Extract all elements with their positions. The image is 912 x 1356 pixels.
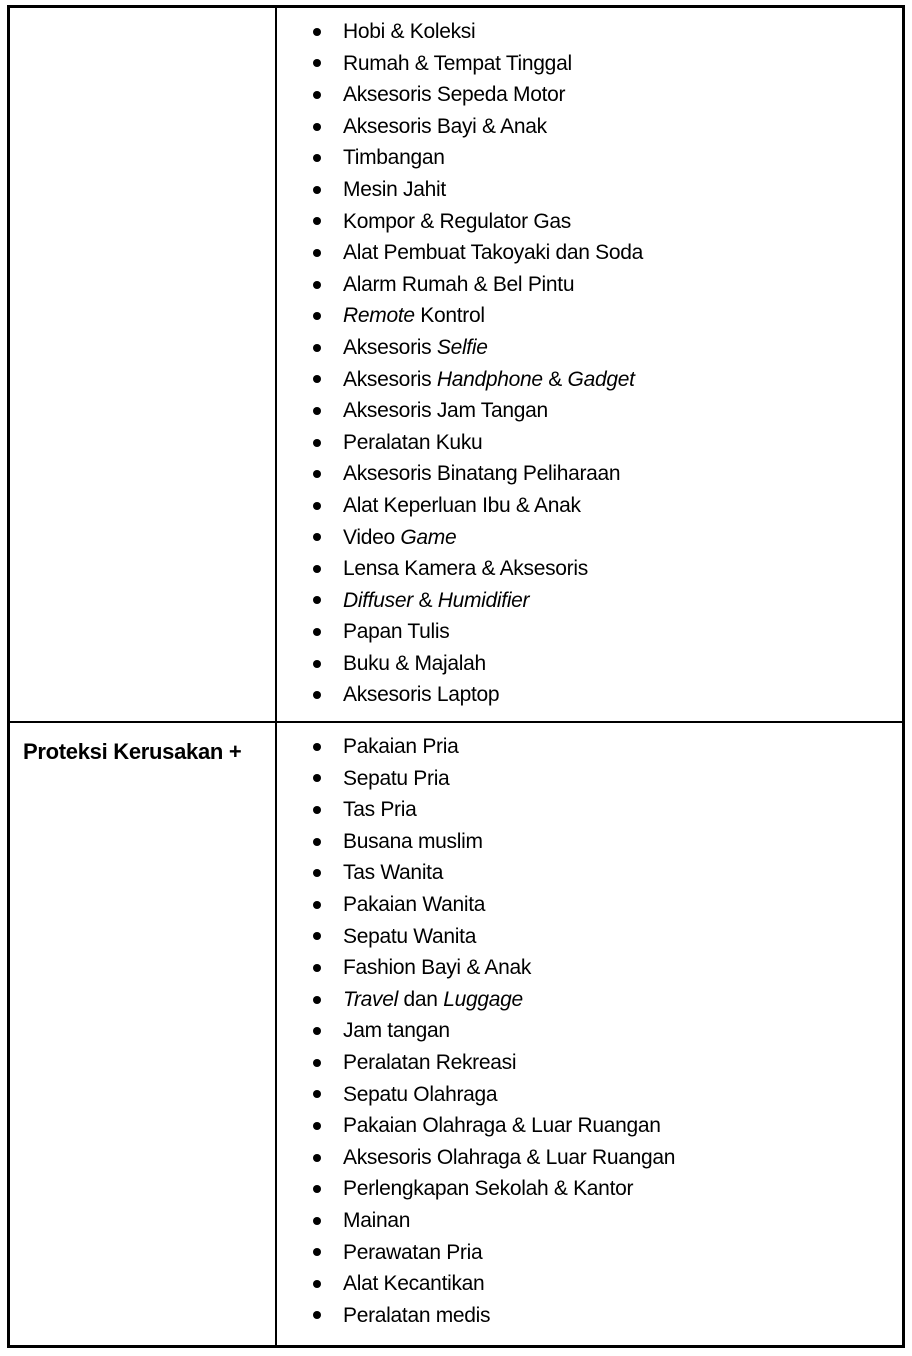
list-item: Timbangan — [277, 142, 896, 174]
list-item: Busana muslim — [277, 826, 896, 858]
list-item: Aksesoris Handphone & Gadget — [277, 364, 896, 396]
list-item: Alat Pembuat Takoyaki dan Soda — [277, 237, 896, 269]
list-item: Sepatu Olahraga — [277, 1079, 896, 1111]
category-list-proteksi — [277, 731, 896, 1331]
list-item: Pakaian Olahraga & Luar Ruangan — [277, 1110, 896, 1142]
list-item: Peralatan medis — [277, 1300, 896, 1332]
label-cell-empty — [10, 8, 275, 721]
list-item: Peralatan Kuku — [277, 427, 896, 459]
list-item: Fashion Bayi & Anak — [277, 952, 896, 984]
list-cell-continuation — [275, 8, 902, 721]
list-item: Aksesoris Olahraga & Luar Ruangan — [277, 1142, 896, 1174]
list-item: Pakaian Wanita — [277, 889, 896, 921]
list-item: Kompor & Regulator Gas — [277, 206, 896, 238]
list-item: Rumah & Tempat Tinggal — [277, 48, 896, 80]
table-row-continuation — [10, 8, 902, 721]
list-item: Alarm Rumah & Bel Pintu — [277, 269, 896, 301]
category-list-continuation — [277, 16, 896, 711]
list-item: Buku & Majalah — [277, 648, 896, 680]
list-item: Tas Wanita — [277, 857, 896, 889]
list-item: Diffuser & Humidifier — [277, 585, 896, 617]
list-item: Aksesoris Sepeda Motor — [277, 79, 896, 111]
list-item: Video Game — [277, 522, 896, 554]
list-item: Hobi & Koleksi — [277, 16, 896, 48]
label-cell-proteksi — [10, 723, 275, 1345]
list-item: Peralatan Rekreasi — [277, 1047, 896, 1079]
category-table — [7, 5, 905, 1348]
list-item: Remote Kontrol — [277, 300, 896, 332]
list-item: Tas Pria — [277, 794, 896, 826]
list-item: Jam tangan — [277, 1015, 896, 1047]
list-cell-proteksi — [275, 723, 902, 1345]
table-row-proteksi-kerusakan — [10, 721, 902, 1345]
list-item: Aksesoris Selfie — [277, 332, 896, 364]
list-item: Papan Tulis — [277, 616, 896, 648]
list-item: Perawatan Pria — [277, 1237, 896, 1269]
list-item: Travel dan Luggage — [277, 984, 896, 1016]
list-item: Mainan — [277, 1205, 896, 1237]
list-item: Alat Kecantikan — [277, 1268, 896, 1300]
list-item: Lensa Kamera & Aksesoris — [277, 553, 896, 585]
list-item: Aksesoris Laptop — [277, 679, 896, 711]
list-item: Perlengkapan Sekolah & Kantor — [277, 1173, 896, 1205]
list-item: Aksesoris Binatang Peliharaan — [277, 458, 896, 490]
list-item: Aksesoris Jam Tangan — [277, 395, 896, 427]
row-label: Proteksi Kerusakan + — [23, 739, 242, 764]
list-item: Alat Keperluan Ibu & Anak — [277, 490, 896, 522]
list-item: Pakaian Pria — [277, 731, 896, 763]
list-item: Sepatu Wanita — [277, 921, 896, 953]
list-item: Mesin Jahit — [277, 174, 896, 206]
list-item: Aksesoris Bayi & Anak — [277, 111, 896, 143]
list-item: Sepatu Pria — [277, 763, 896, 795]
